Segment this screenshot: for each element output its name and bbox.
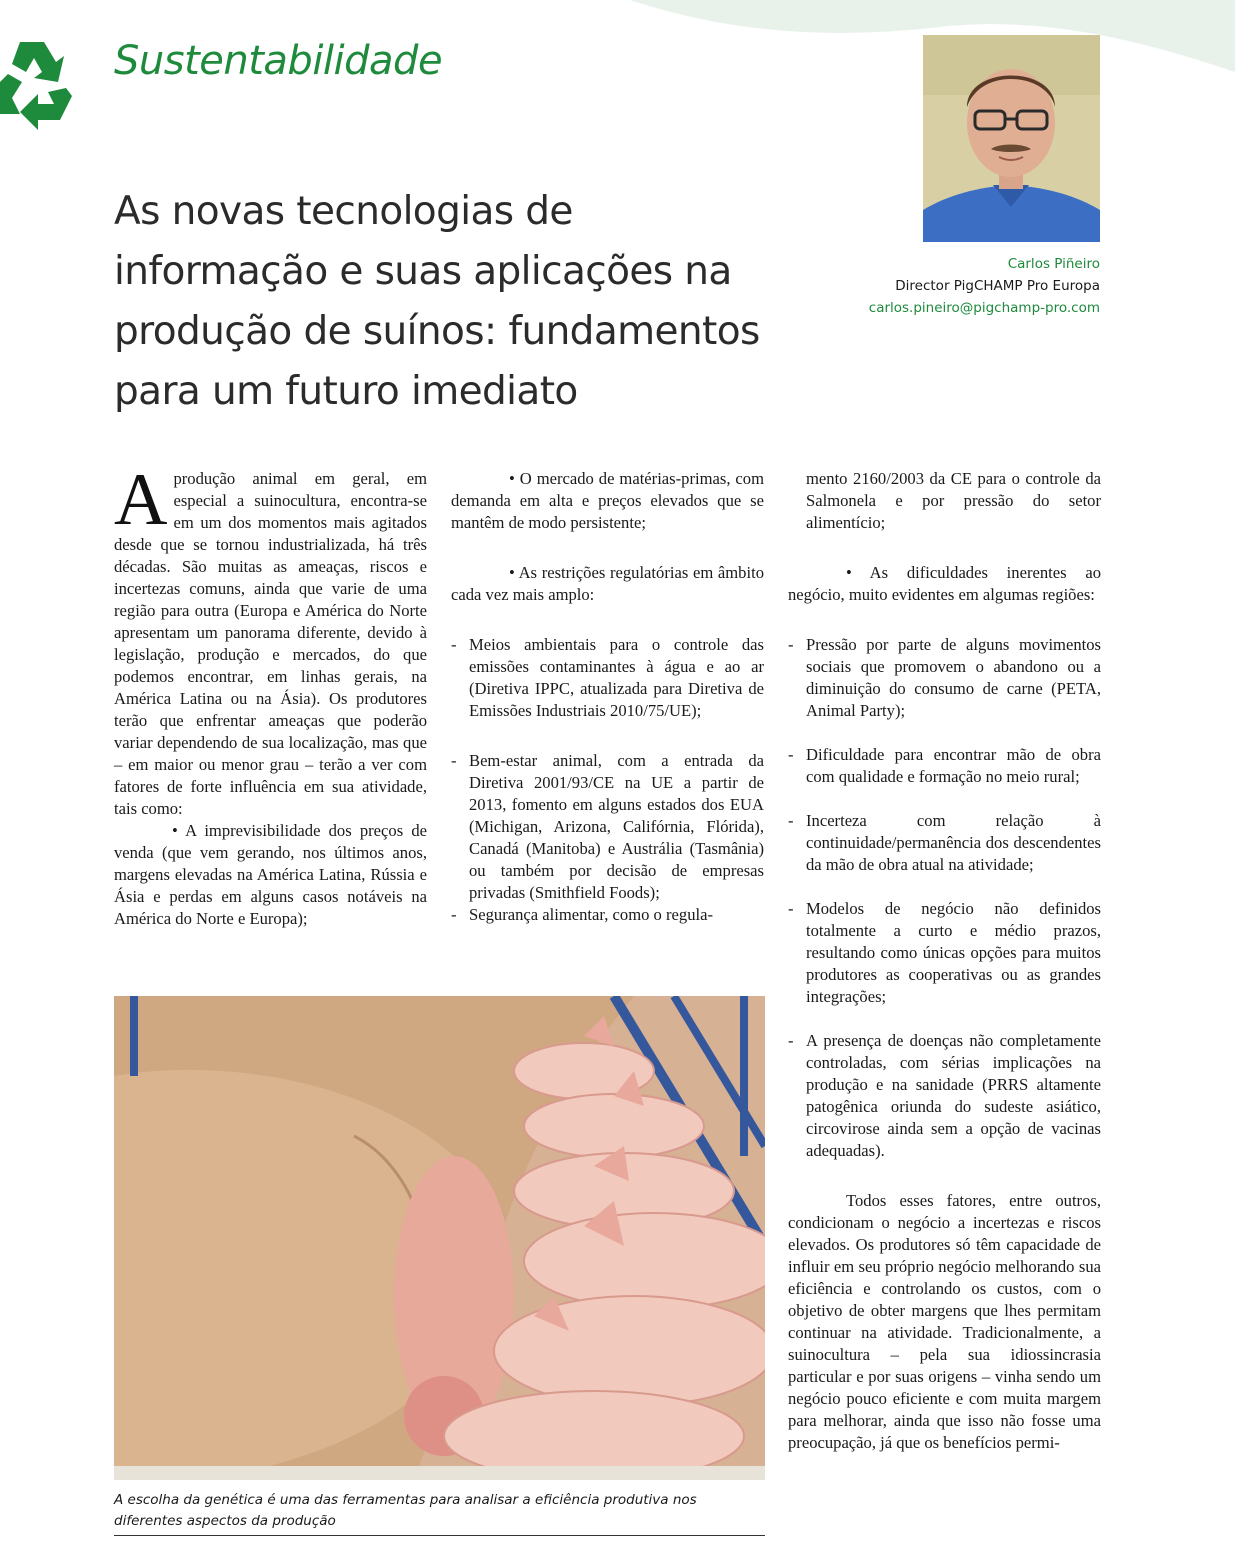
recycle-icon: [0, 38, 72, 136]
list-item-text: Segurança alimentar, como o regula-: [469, 905, 713, 924]
caption-divider: [114, 1535, 765, 1536]
corner-wave-decoration: [600, 0, 1235, 80]
drop-cap: A: [114, 459, 168, 541]
bullet-item: • As dificuldades inerentes ao negócio, muito evidentes em algumas regiões:: [788, 563, 1101, 604]
text-column-1: [114, 459, 427, 930]
author-name: Carlos Piñeiro: [1007, 256, 1100, 272]
list-item: - Dificuldade para encontrar mão de obra com qualidade e formação no meio rural;: [788, 745, 1101, 786]
list-item: - Bem-estar animal, com a entrada da Diretiva 2001/93/CE na UE a partir de 2013, fomento em alguns estados dos EUA (Michigan, Arizona, Califórnia, Flórida), Canadá (Manitoba) e Austrália (Tasmânia) ou também por decisão de empresas privadas (Smithfield Foods);: [451, 751, 764, 902]
bullet-item: • As restrições regulatórias em âmbito cada vez mais amplo:: [451, 563, 764, 604]
list-item: - Modelos de negócio não definidos totalmente a curto e médio prazos, resultando como únicas opções para muitos produtores as cooperativas ou as grandes integrações;: [788, 899, 1101, 1006]
article-headline: As novas tecnologias de informação e suas aplicações na produção de suínos: fundamentos para um futuro imediato: [114, 189, 760, 414]
author-email-link[interactable]: carlos.pineiro@pigchamp-pro.com: [868, 300, 1100, 316]
list-item-text: Incerteza com relação à continuidade/permanência dos descendentes da mão de obra atual na atividade;: [806, 811, 1101, 874]
bullet-item: • A imprevisibilidade dos preços de venda (que vem gerando, nos últimos anos, margens elevadas na América Latina, Rússia e Ásia e perdas em alguns casos notáveis na América do Norte e Europa);: [114, 821, 427, 928]
list-item: - A presença de doenças não completamente controladas, com sérias implicações na produção e na sanidade (PRRS altamente patogênica oriunda do sudeste asiático, circovirose ainda sem a opção de vacinas adequadas).: [788, 1031, 1101, 1160]
list-item: - Meios ambientais para o controle das emissões contaminantes à água e ao ar (Diretiva IPPC, atualizada para Diretiva de Emissões Industriais 2010/75/UE);: [451, 635, 764, 720]
text-column-3: [788, 468, 1101, 1454]
list-item-text: Pressão por parte de alguns movimentos sociais que promovem o abandono ou a diminuição do consumo de carne (PETA, Animal Party);: [806, 635, 1101, 720]
continuation-paragraph: mento 2160/2003 da CE para o controle da Salmonela e por pressão do setor alimentício;: [806, 469, 1101, 532]
intro-paragraph: [114, 459, 427, 820]
section-title: Sustentabilidade: [114, 38, 443, 84]
list-item-text: A presença de doenças não completamente controladas, com sérias implicações na produção e na sanidade (PRRS altamente patogênica oriunda do sudeste asiático, circovirose ainda sem a opção de vacinas adequadas).: [806, 1031, 1101, 1160]
photo-caption: A escolha da genética é uma das ferramentas para analisar a eficiência produtiva nos diferentes aspectos da produção: [114, 1492, 697, 1529]
closing-paragraph: Todos esses fatores, entre outros, condicionam o negócio a incertezas e riscos elevados. Os produtores só têm capacidade de influir em seu próprio negócio melhorando sua eficiência e controlando os custos, com o objetivo de obter margens que lhes permitam continuar na atividade. Tradicionalmente, a suinocultura – pela sua idiossincrasia particular e por suas origens – vinha sendo um negócio pouco eficiente e com muita margem para melhorar, ainda que isso não fosse uma preocupação, já que os benefícios permi-: [788, 1191, 1101, 1452]
list-item-text: Modelos de negócio não definidos totalmente a curto e médio prazos, resultando como únicas opções para muitos produtores as cooperativas ou as grandes integrações;: [806, 899, 1101, 1006]
list-item: - Pressão por parte de alguns movimentos sociais que promovem o abandono ou a diminuição do consumo de carne (PETA, Animal Party);: [788, 635, 1101, 720]
list-item-text: Meios ambientais para o controle das emissões contaminantes à água e ao ar (Diretiva IPPC, atualizada para Diretiva de Emissões Industriais 2010/75/UE);: [469, 635, 764, 720]
list-item-text: Dificuldade para encontrar mão de obra com qualidade e formação no meio rural;: [806, 745, 1101, 786]
list-item-text: Bem-estar animal, com a entrada da Diretiva 2001/93/CE na UE a partir de 2013, fomento em alguns estados dos EUA (Michigan, Arizona, Califórnia, Flórida), Canadá (Manitoba) e Austrália (Tasmânia) ou também por decisão de empresas privadas (Smithfield Foods);: [469, 751, 764, 902]
list-item: - Incerteza com relação à continuidade/permanência dos descendentes da mão de obra atual na atividade;: [788, 811, 1101, 874]
author-photo: [923, 35, 1100, 242]
author-role: Director PigCHAMP Pro Europa: [895, 278, 1100, 294]
intro-text: produção animal em geral, em especial a suinocultura, encontra-se em um dos momentos mais agitados desde que se tornou industrializada, há três décadas. São muitas as ameaças, riscos e incertezas comuns, ainda que varie de uma região para outra (Europa e América do Norte apresentam um panorama diferente, devido à legislação, produção e mercados, do que podemos encontrar, em linhas gerais, na América Latina ou na Ásia). Os produtores terão que enfrentar ameaças que poderão variar dependendo de sua localização, mas que – em maior ou menor grau – terão a ver com fatores de forte influência em sua atividade, tais como:: [114, 469, 427, 818]
author-info: [840, 253, 1100, 319]
piglets-photo: [114, 996, 765, 1480]
list-item: - Segurança alimentar, como o regula-: [451, 905, 713, 924]
text-column-2: [451, 468, 764, 926]
bullet-item: • O mercado de matérias-primas, com demanda em alta e preços elevados que se mantêm de modo persistente;: [451, 469, 764, 532]
